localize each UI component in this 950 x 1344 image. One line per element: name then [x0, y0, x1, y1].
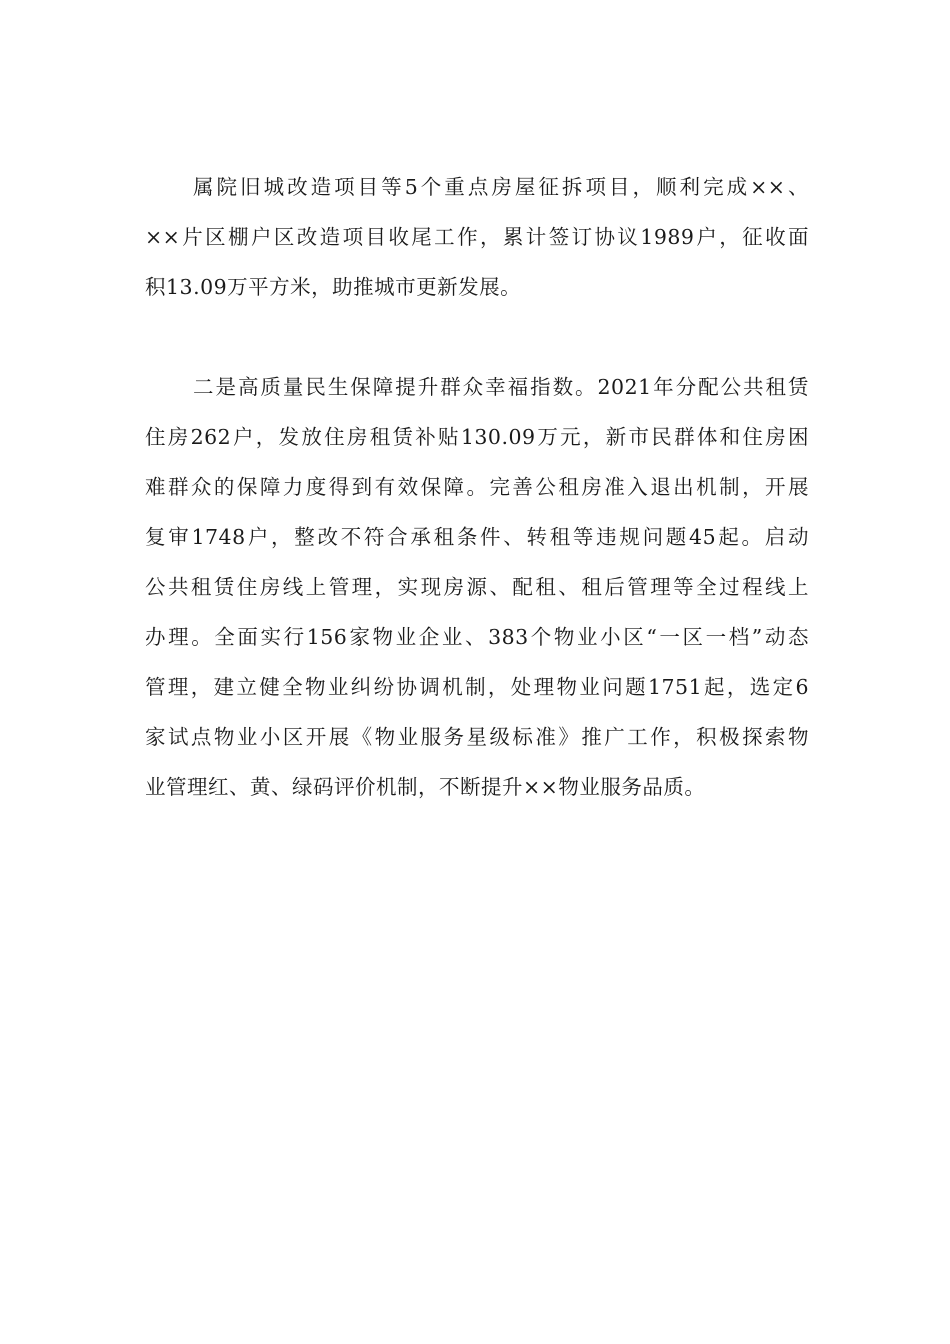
paragraph-line: 公共租赁住房线上管理，实现房源、配租、租后管理等全过程线上	[145, 575, 809, 599]
paragraph-line: 业管理红、黄、绿码评价机制，不断提升××物业服务品质。	[145, 775, 706, 799]
paragraph-line: 家试点物业小区开展《物业服务星级标准》推广工作，积极探索物	[145, 725, 809, 749]
paragraph-line: 属院旧城改造项目等5个重点房屋征拆项目，顺利完成××、	[193, 175, 809, 199]
paragraph-line: ××片区棚户区改造项目收尾工作，累计签订协议1989户，征收面	[145, 225, 809, 249]
paragraph-line: 积13.09万平方米，助推城市更新发展。	[145, 275, 522, 299]
paragraph-line: 二是高质量民生保障提升群众幸福指数。2021年分配公共租赁	[193, 375, 809, 399]
paragraph-1	[145, 162, 809, 312]
paragraph-line: 住房262户，发放住房租赁补贴130.09万元，新市民群体和住房困	[145, 425, 809, 449]
paragraph-line: 难群众的保障力度得到有效保障。完善公租房准入退出机制，开展	[145, 475, 809, 499]
paragraph-2	[145, 362, 809, 812]
paragraph-line: 复审1748户，整改不符合承租条件、转租等违规问题45起。启动	[145, 525, 809, 549]
paragraph-line: 管理，建立健全物业纠纷协调机制，处理物业问题1751起，选定6	[145, 675, 809, 699]
document-body	[145, 162, 809, 812]
paragraph-line: 办理。全面实行156家物业企业、383个物业小区“一区一档”动态	[145, 625, 809, 649]
paragraph-spacer	[145, 312, 809, 362]
